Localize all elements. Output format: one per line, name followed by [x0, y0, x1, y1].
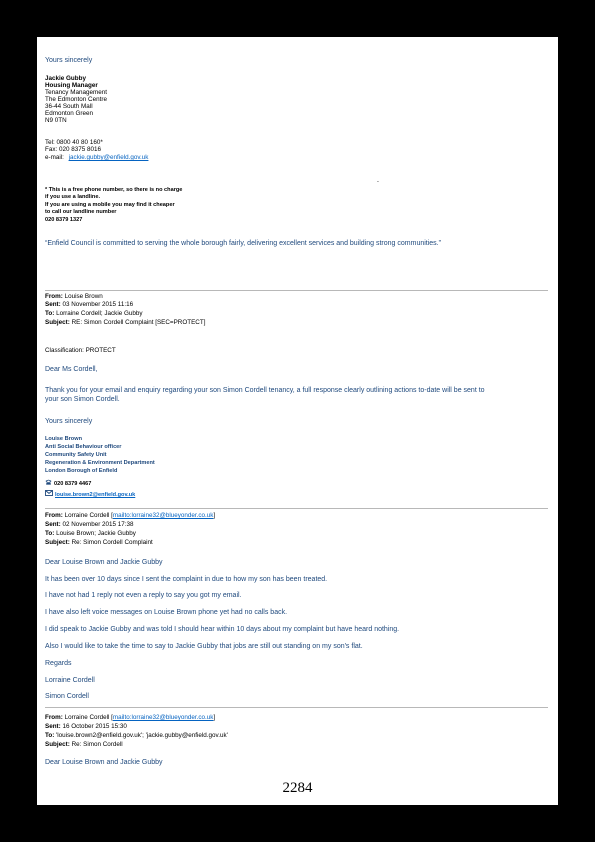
msg2-sent-label: Sent: — [45, 521, 61, 528]
divider-1 — [45, 290, 548, 291]
msg2-greeting: Dear Louise Brown and Jackie Gubby — [45, 559, 163, 566]
msg2-from — [45, 512, 215, 519]
msg2-para1: It has been over 10 days since I sent the complaint in due to how my son has been treated. — [45, 576, 328, 583]
msg2-para2: I have not had 1 reply not even a reply to say you got my email. — [45, 592, 242, 599]
msg2-subject-value: Re: Simon Cordell Complaint — [71, 539, 153, 546]
msg2-to-label: To: — [45, 530, 55, 537]
msg2-sent — [45, 521, 134, 528]
sig1-note5: 020 8379 1327 — [45, 217, 83, 223]
msg2-from-mailto-link[interactable]: mailto:lorraine32@blueyonder.co.uk — [112, 512, 214, 519]
msg1-sent-label: Sent: — [45, 301, 61, 308]
msg1-closing: Yours sincerely — [45, 418, 93, 425]
msg2-sent-value: 02 November 2015 17:38 — [62, 521, 134, 528]
msg3-from-value: Lorraine Cordell [ — [64, 714, 113, 721]
stray-dash: - — [377, 179, 379, 185]
msg1-subject — [45, 319, 205, 326]
msg1-phone: 020 8379 4467 — [54, 480, 92, 487]
msg2-para3: I have also left voice messages on Louise Brown phone yet had no calls back. — [45, 609, 288, 616]
telephone-icon — [45, 479, 52, 488]
sig1-dept: Tenancy Management — [45, 89, 107, 96]
msg2-sig1: Lorraine Cordell — [45, 677, 95, 684]
msg3-to — [45, 732, 228, 739]
msg2-from-label: From: — [45, 512, 63, 519]
sig1-tel: Tel: 0800 40 80 160* — [45, 139, 103, 146]
msg1-body-line1: Thank you for your email and enquiry regarding your son Simon Cordell tenancy, a full response clearly outlining actions to-date will be sent to — [45, 387, 485, 394]
msg3-sent — [45, 723, 127, 730]
msg3-sent-label: Sent: — [45, 723, 61, 730]
msg3-sent-value: 16 October 2015 15:30 — [62, 723, 127, 730]
msg1-from-label: From: — [45, 293, 63, 300]
msg1-subject-label: Subject: — [45, 319, 70, 326]
sig1-fax: Fax: 020 8375 8016 — [45, 146, 102, 153]
msg2-para4: I did speak to Jackie Gubby and was told I should hear within 10 days about my complaint but have heard nothing. — [45, 626, 400, 633]
msg1-to-value: Lorraine Cordell; Jackie Gubby — [56, 310, 143, 317]
sig1-note4: to call our landline number — [45, 209, 117, 215]
msg2-to — [45, 530, 136, 537]
document-page — [37, 37, 558, 805]
msg1-classification: Classification: PROTECT — [45, 347, 116, 354]
sig1-postcode: N9 0TN — [45, 117, 67, 124]
msg1-sent — [45, 301, 133, 308]
msg1-to — [45, 310, 143, 317]
sig1-email-label: e-mail: — [45, 154, 64, 161]
msg2-para5: Also I would like to take the time to say to Jackie Gubby that jobs are still out standing on my son's flat. — [45, 643, 363, 650]
msg1-sig-role: Anti Social Behaviour officer — [45, 444, 122, 450]
sig1-note3: If you are using a mobile you may find it cheaper — [45, 202, 175, 208]
msg3-to-label: To: — [45, 732, 55, 739]
sig1-note2: if you use a landline. — [45, 194, 101, 200]
envelope-icon — [45, 490, 53, 499]
msg3-greeting: Dear Louise Brown and Jackie Gubby — [45, 759, 163, 766]
msg1-phone-line — [45, 479, 91, 488]
msg3-from-label: From: — [45, 714, 63, 721]
msg1-email-link[interactable]: louise.brown2@enfield.gov.uk — [55, 491, 136, 498]
msg1-sig-name: Louise Brown — [45, 436, 82, 442]
msg1-sig-dept: Regeneration & Environment Department — [45, 460, 155, 466]
msg2-subject — [45, 539, 153, 546]
msg3-subject — [45, 741, 123, 748]
msg1-email-line — [45, 490, 135, 499]
msg3-from-end: ] — [213, 714, 216, 721]
msg1-to-label: To: — [45, 310, 55, 317]
msg1-from-value: Louise Brown — [64, 293, 103, 300]
msg1-greeting: Dear Ms Cordell, — [45, 366, 98, 373]
divider-3 — [45, 707, 548, 708]
msg1-subject-value: RE: Simon Cordell Complaint [SEC=PROTECT] — [71, 319, 206, 326]
sig1-title: Housing Manager — [45, 82, 98, 89]
sig1-addr1: The Edmonton Centre — [45, 96, 107, 103]
msg1-sent-value: 03 November 2015 11:16 — [62, 301, 134, 308]
msg2-subject-label: Subject: — [45, 539, 70, 546]
sig1-addr2: 36-44 South Mall — [45, 103, 93, 110]
msg2-to-value: Louise Brown; Jackie Gubby — [56, 530, 136, 537]
sig1-email-line — [45, 154, 148, 161]
sig1-note1: * This is a free phone number, so there is no charge — [45, 187, 183, 193]
sig1-addr3: Edmonton Green — [45, 110, 93, 117]
msg3-subject-value: Re: Simon Cordell — [71, 741, 123, 748]
sig1-name: Jackie Gubby — [45, 75, 86, 82]
msg1-from — [45, 293, 103, 300]
msg2-from-end: ] — [213, 512, 216, 519]
page-number: 2284 — [282, 780, 313, 796]
council-quote: “Enfield Council is committed to serving the whole borough fairly, delivering excellent services and building strong communities.” — [45, 240, 441, 247]
msg3-subject-label: Subject: — [45, 741, 70, 748]
msg2-sig2: Simon Cordell — [45, 693, 89, 700]
msg3-from — [45, 714, 215, 721]
msg3-to-value: 'louise.brown2@enfield.gov.uk'; 'jackie.gubby@enfield.gov.uk' — [56, 732, 228, 739]
msg3-from-mailto-link[interactable]: mailto:lorraine32@blueyonder.co.uk — [112, 714, 214, 721]
msg1-sig-unit: Community Safety Unit — [45, 452, 107, 458]
msg2-from-value: Lorraine Cordell [ — [64, 512, 113, 519]
msg1-sig-org: London Borough of Enfield — [45, 468, 118, 474]
msg1-body-line2: your son Simon Cordell. — [45, 396, 120, 403]
msg2-regards: Regards — [45, 660, 72, 667]
sig1-email-link[interactable]: jackie.gubby@enfield.gov.uk — [68, 154, 149, 161]
sig1-closing: Yours sincerely — [45, 57, 93, 64]
divider-2 — [45, 508, 548, 509]
